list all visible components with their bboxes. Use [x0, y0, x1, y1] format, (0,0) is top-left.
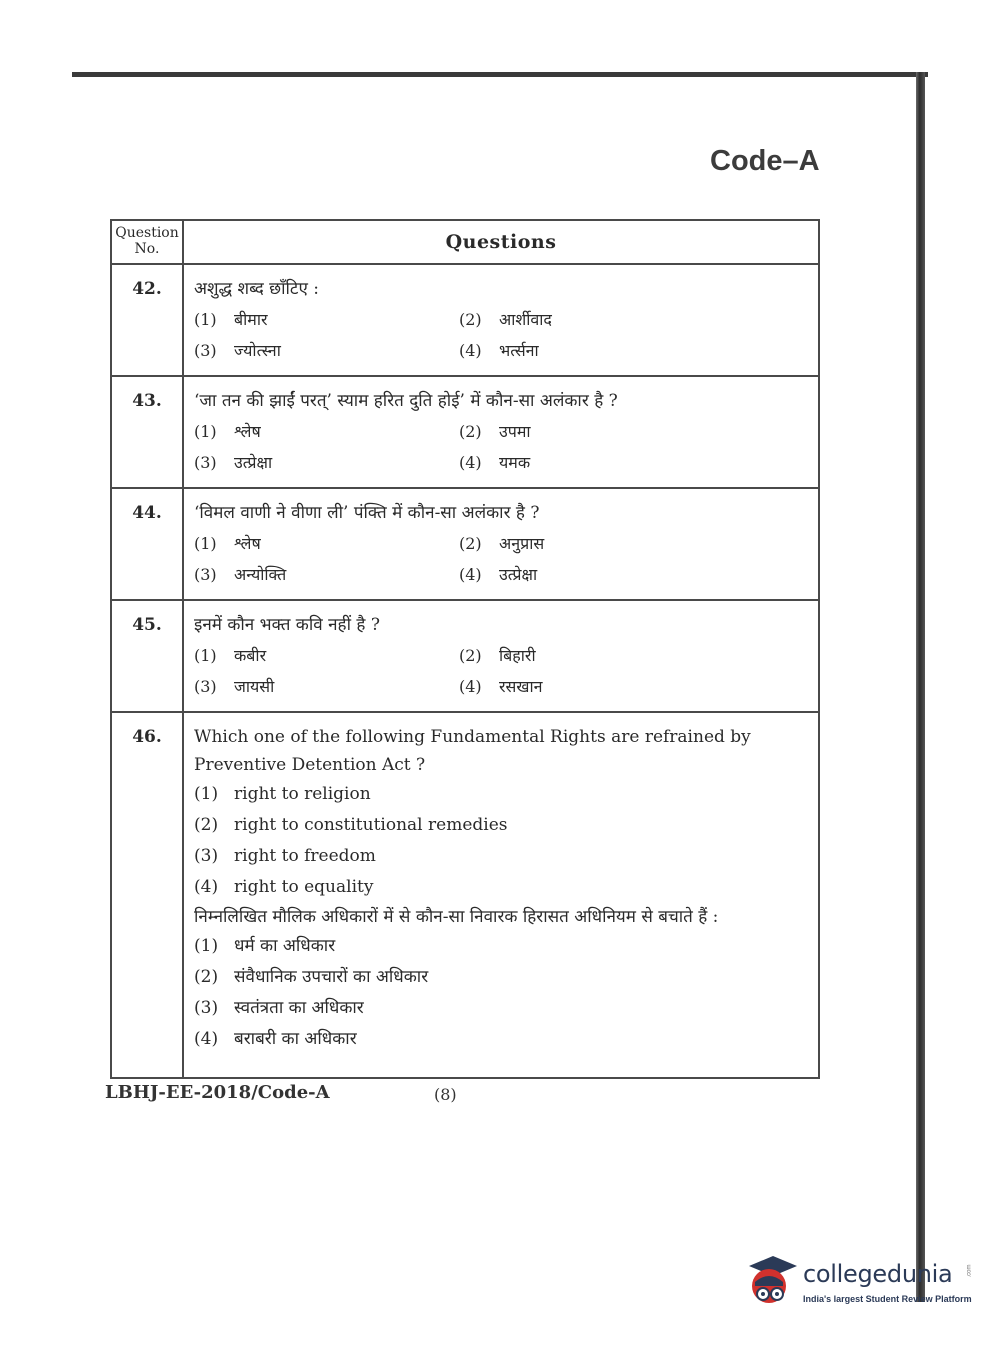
option-grid: [194, 642, 810, 700]
question-number: 43.: [111, 376, 183, 488]
question-stem: इनमें कौन भक्त कवि नहीं है ?: [194, 615, 380, 635]
option: (2) आर्शीवाद: [459, 310, 552, 329]
option: (4) उत्प्रेक्षा: [459, 565, 538, 584]
logo-tagline: India's largest Student Review Platform: [803, 1294, 972, 1304]
option-grid: [194, 418, 810, 476]
question-stem-english: Which one of the following Fundamental Rights are refrained by Preventive Detention Act ?: [194, 727, 751, 775]
question-stem: ‘विमल वाणी ने वीणा ली’ पंक्ति में कौन-सा अलंकार है ?: [194, 503, 540, 523]
option: (1) श्लेष: [194, 422, 261, 441]
question-number: 46.: [111, 712, 183, 1078]
footer-paper-code: LBHJ-EE-2018/Code-A: [105, 1082, 330, 1103]
paper-code: Code–A: [710, 145, 820, 177]
option: (2) बिहारी: [459, 646, 536, 665]
option-grid: [194, 306, 810, 364]
question-table: [110, 219, 820, 1079]
option: (1) बीमार: [194, 310, 268, 329]
option: (1) धर्म का अधिकार: [194, 936, 336, 956]
question-stem: अशुद्ध शब्द छाँटिए :: [194, 279, 320, 299]
mascot-icon: [745, 1252, 801, 1312]
option-grid: [194, 530, 810, 588]
logo-wordmark: collegedunia: [803, 1260, 953, 1288]
option: (3) स्वतंत्रता का अधिकार: [194, 998, 364, 1018]
option: (3) जायसी: [194, 677, 275, 696]
option: (4) भर्त्सना: [459, 341, 539, 360]
top-border-rule: [72, 72, 928, 77]
option: (1) कबीर: [194, 646, 267, 665]
option: (2) संवैधानिक उपचारों का अधिकार: [194, 967, 429, 987]
option: (4) यमक: [459, 453, 531, 472]
question-cell: [183, 600, 819, 712]
header-questions: Questions: [183, 220, 819, 264]
option: (1) right to religion: [194, 784, 371, 804]
page-number: (8): [434, 1085, 457, 1104]
question-cell: [183, 376, 819, 488]
question-stem-hindi: निम्नलिखित मौलिक अधिकारों में से कौन-सा निवारक हिरासत अधिनियम से बचाते हैं :: [194, 907, 719, 927]
option: (4) रसखान: [459, 677, 543, 696]
option: (4) बराबरी का अधिकार: [194, 1029, 357, 1049]
option: (3) अन्योक्ति: [194, 565, 287, 584]
header-question-no: Question No.: [111, 220, 183, 264]
question-row: [111, 376, 819, 488]
option: (4) right to equality: [194, 877, 374, 897]
option: (3) right to freedom: [194, 846, 376, 866]
option-list-hindi: [194, 931, 810, 1055]
question-number: 44.: [111, 488, 183, 600]
right-scan-edge: [916, 72, 925, 1302]
option: (2) उपमा: [459, 422, 531, 441]
option: (3) उत्प्रेक्षा: [194, 453, 273, 472]
question-cell: [183, 712, 819, 1078]
option: (2) right to constitutional remedies: [194, 815, 508, 835]
question-row: [111, 264, 819, 376]
option-list-english: [194, 779, 810, 903]
option: (3) ज्योत्स्ना: [194, 341, 281, 360]
question-number: 42.: [111, 264, 183, 376]
logo-com-suffix: .com: [966, 1264, 973, 1278]
question-row: [111, 600, 819, 712]
collegedunia-logo[interactable]: [745, 1252, 975, 1312]
table-header-row: [111, 220, 819, 264]
question-number: 45.: [111, 600, 183, 712]
question-cell: [183, 264, 819, 376]
option: (2) अनुप्रास: [459, 534, 545, 553]
question-row: [111, 488, 819, 600]
option: (1) श्लेष: [194, 534, 261, 553]
question-cell: [183, 488, 819, 600]
question-row: [111, 712, 819, 1078]
question-stem: ‘जा तन की झाईं परत्’ स्याम हरित दुति होई’ में कौन-सा अलंकार है ?: [194, 391, 618, 411]
